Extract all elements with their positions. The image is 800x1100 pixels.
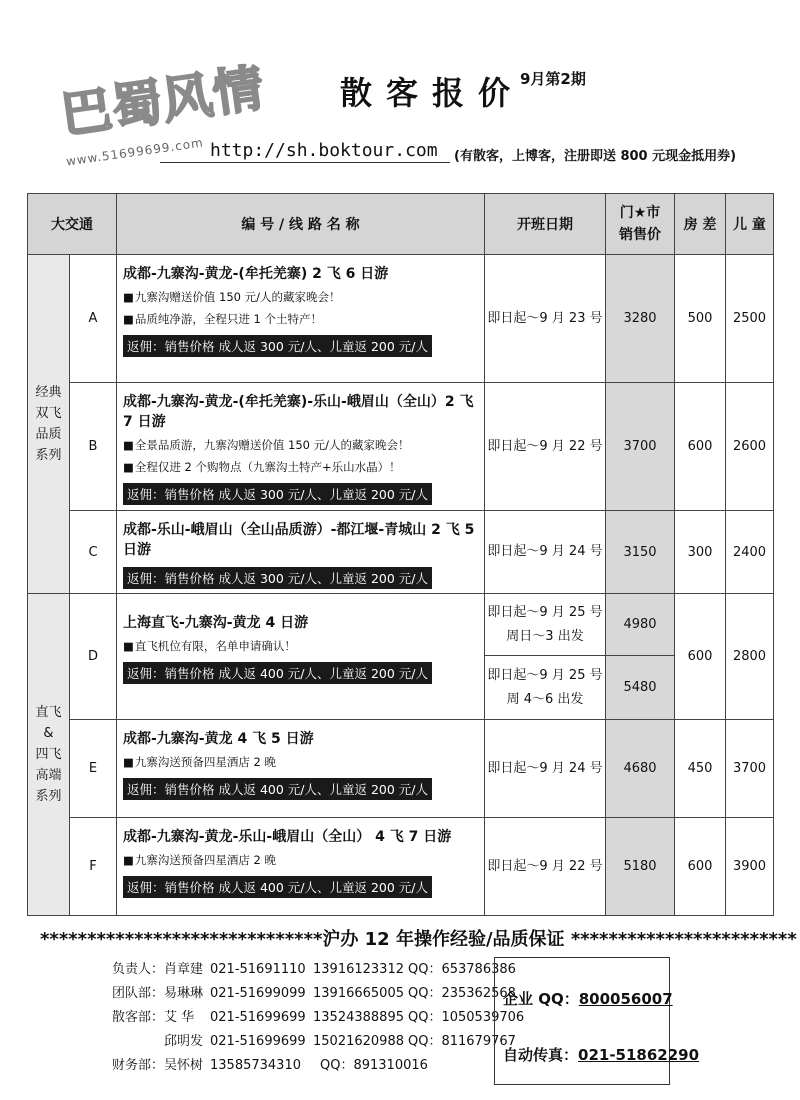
route-cell [117,720,485,818]
rebate-label: 返佣：销售价格 成人返 400 元/人、儿童返 200 元/人 [123,662,432,684]
rebate-label: 返佣：销售价格 成人返 300 元/人、儿童返 200 元/人 [123,567,432,589]
room-difference: 450 [675,720,726,818]
route-cell [117,383,485,511]
route-title: 上海直飞-九寨沟-黄龙 4 日游 [123,615,309,631]
route-title: 成都-九寨沟-黄龙 4 飞 5 日游 [123,731,314,747]
route-code: D [70,594,117,720]
route-note: ■ 九寨沟送预备四星酒店 2 晚 [123,754,478,770]
route-title: 成都-乐山-峨眉山（全山品质游）-都江堰-青城山 2 飞 5 日游 [123,522,475,558]
retail-price: 3150 [606,511,675,594]
room-difference: 600 [675,818,726,916]
route-code: C [70,511,117,594]
route-note: ■ 九寨沟送预备四星酒店 2 晚 [123,852,478,868]
retail-price: 5480 [606,656,675,720]
retail-price: 5180 [606,818,675,916]
rebate-label: 返佣：销售价格 成人返 400 元/人、儿童返 200 元/人 [123,778,432,800]
child-price: 3900 [726,818,774,916]
child-price: 2400 [726,511,774,594]
contact-row: 财务部：吴怀树 13585734310 QQ：891310016 [112,1058,428,1073]
logo-wordmark: 巴蜀风情 [57,58,268,145]
start-date: 即日起～9 月 24 号 [485,511,606,594]
table-row [28,594,774,656]
group-label-direct: 直飞 & 四飞 高端 系列 [28,594,70,916]
rebate-label: 返佣：销售价格 成人返 400 元/人、儿童返 200 元/人 [123,876,432,898]
table-row [28,383,774,511]
contact-row: 散客部：艾 华 021-51699699 13524388895 QQ：1050539706 [112,1010,525,1025]
issue-number: 9月第2期 [520,70,586,88]
retail-price: 4680 [606,720,675,818]
table-header-row [28,194,774,255]
route-note: ■ 直飞机位有限，名单申请确认！ [123,638,478,654]
room-difference: 600 [675,383,726,511]
room-difference: 500 [675,255,726,383]
header-price-line1: 门★市 [619,205,661,221]
route-note: ■ 品质纯净游，全程只进 1 个土特产！ [123,311,478,327]
child-price: 2600 [726,383,774,511]
price-table [27,193,774,916]
route-code: B [70,383,117,511]
route-code: F [70,818,117,916]
website-link[interactable]: http://sh.boktour.com [210,140,438,161]
contact-row: 负责人：肖章建 021-51691110 13916123312 QQ：653786386 [112,962,516,977]
child-price: 2500 [726,255,774,383]
rebate-label: 返佣：销售价格 成人返 300 元/人、儿童返 200 元/人 [123,335,432,357]
start-date: 即日起～9 月 22 号 [485,383,606,511]
url-underline [160,162,450,163]
start-date: 即日起～9 月 25 号 周日～3 出发 [485,594,606,656]
rebate-label: 返佣：销售价格 成人返 300 元/人、儿童返 200 元/人 [123,483,432,505]
table-row [28,511,774,594]
route-note: ■ 全景品质游，九寨沟赠送价值 150 元/人的藏家晚会！ [123,437,478,453]
route-title: 成都-九寨沟-黄龙-(牟托羌寨) 2 飞 6 日游 [123,266,389,282]
route-note: ■ 九寨沟赠送价值 150 元/人的藏家晚会！ [123,289,478,305]
room-difference: 600 [675,594,726,720]
header-date: 开班日期 [485,194,606,255]
header-route: 编 号 / 线 路 名 称 [117,194,485,255]
route-cell [117,511,485,594]
table-row [28,818,774,916]
route-code: A [70,255,117,383]
start-date: 即日起～9 月 23 号 [485,255,606,383]
page-title: 散客报价 [340,74,525,112]
table-row [28,255,774,383]
group-label-classic: 经典 双飞 品质 系列 [28,255,70,594]
start-date: 即日起～9 月 25 号 周 4～6 出发 [485,656,606,720]
start-date: 即日起～9 月 22 号 [485,818,606,916]
start-date: 即日起～9 月 24 号 [485,720,606,818]
contact-list [112,958,524,1078]
route-title: 成都-九寨沟-黄龙-乐山-峨眉山（全山） 4 飞 7 日游 [123,829,452,845]
header-transport: 大交通 [28,194,117,255]
route-note: ■ 全程仅进 2 个购物点（九寨沟土特产+乐山水晶）！ [123,459,478,475]
child-price: 2800 [726,594,774,720]
room-difference: 300 [675,511,726,594]
header-room: 房 差 [675,194,726,255]
company-contact-box [494,957,700,1085]
route-cell [117,255,485,383]
route-cell [117,594,485,720]
route-code: E [70,720,117,818]
child-price: 3700 [726,720,774,818]
route-title: 成都-九寨沟-黄龙-(牟托羌寨)-乐山-峨眉山（全山）2 飞 7 日游 [123,394,474,430]
promo-text: (有散客，上博客，注册即送 800 元现金抵用券) [454,149,737,164]
header-price-line2: 销售价 [619,227,661,243]
company-qq: 企业 QQ：800056007 [503,990,673,1008]
logo-url: www.51699699.com [65,135,205,166]
retail-price: 4980 [606,594,675,656]
route-cell [117,818,485,916]
quality-slogan: ******************************沪办 12 年操作经验/品质保证 ************************ [40,929,797,950]
auto-fax: 自动传真：021-51862290 [503,1046,700,1064]
contact-row: 邱明发 021-51699699 15021620988 QQ：811679767 [164,1034,516,1049]
retail-price: 3280 [606,255,675,383]
contact-row: 团队部：易琳琳 021-51699099 13916665005 QQ：235362568 [112,986,516,1001]
table-row [28,720,774,818]
header-price [606,194,675,255]
header-child: 儿 童 [726,194,774,255]
retail-price: 3700 [606,383,675,511]
